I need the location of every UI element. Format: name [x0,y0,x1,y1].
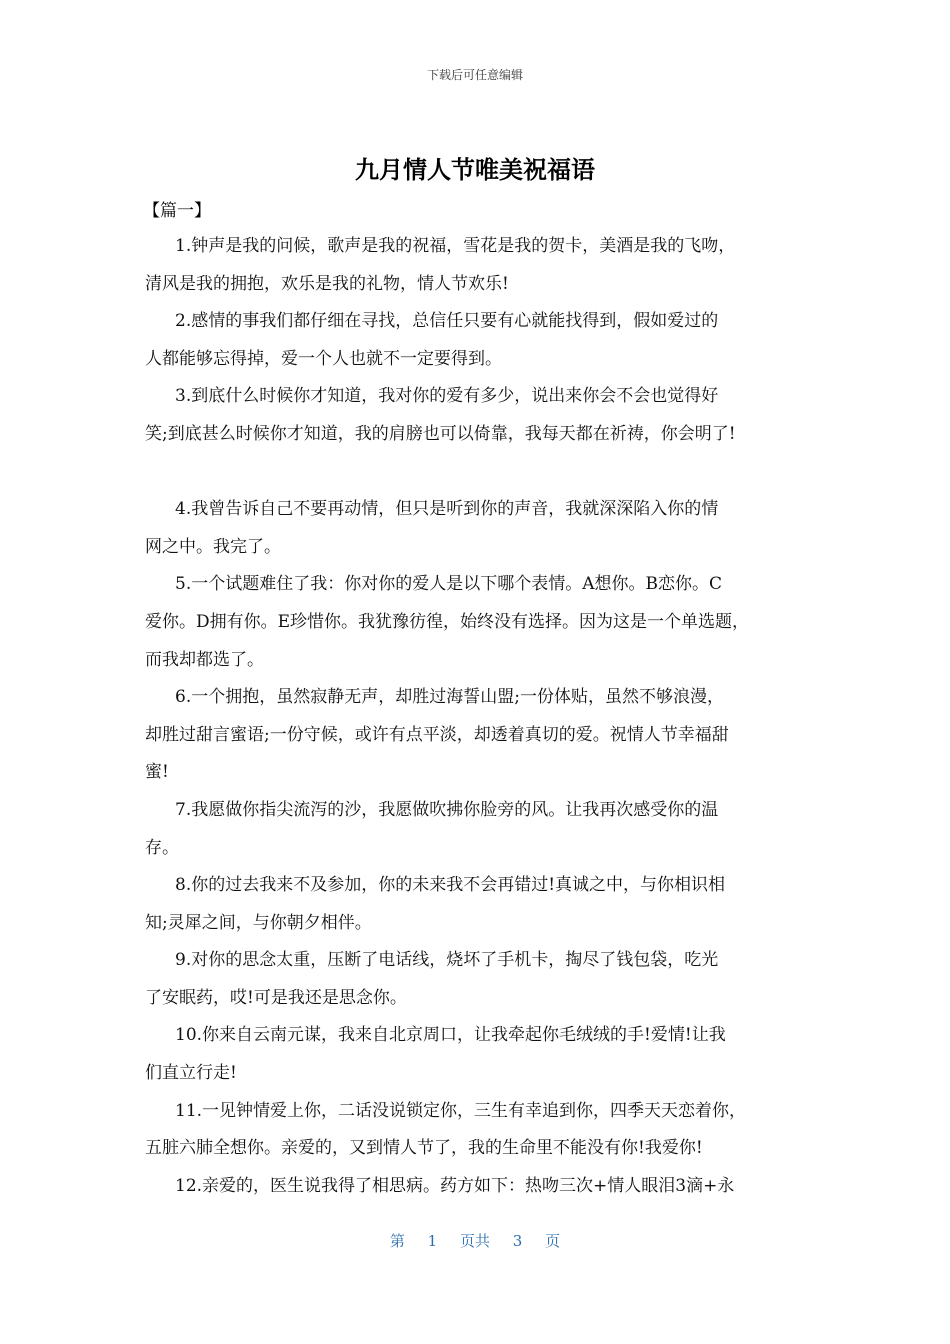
paragraph [145,1017,815,1092]
footer-middle: 页共 [459,1232,490,1250]
paragraph-line: 网之中。我完了。 [145,536,281,557]
paragraph-line: 人都能够忘得掉，爱一个人也就不一定要得到。 [145,348,502,369]
paragraph [145,228,815,303]
paragraph-line: 4.我曾告诉自己不要再动情，但只是听到你的声音，我就深深陷入你的情 [175,499,719,520]
paragraph-line: 笑;到底甚么时候你才知道，我的肩膀也可以倚靠，我每天都在祈祷，你会明了! [145,423,736,444]
paragraph-line: 爱你。D拥有你。E珍惜你。我犹豫彷徨，始终没有选择。因为这是一个单选题， [145,611,750,632]
paragraph-line: 1.钟声是我的问候，歌声是我的祝福，雪花是我的贺卡，美酒是我的飞吻， [175,236,736,256]
paragraph-line: 10.你来自云南元谋，我来自北京周口，让我牵起你毛绒绒的手!爱情!让我 [175,1025,726,1046]
footer-suffix: 页 [545,1232,561,1250]
paragraph-line: 3.到底什么时候你才知道，我对你的爱有多少，说出来你会不会也觉得好 [175,386,719,407]
paragraph-line: 五脏六肺全想你。亲爱的，又到情人节了，我的生命里不能没有你!我爱你! [145,1138,703,1159]
paragraph [145,942,815,1017]
footer-total-pages: 3 [512,1232,523,1250]
paragraph [145,679,815,792]
paragraph-line: 蜜! [145,762,169,783]
paragraph-gap [145,454,815,492]
footer-prefix: 第 [389,1232,405,1250]
paragraph-line: 9.对你的思念太重，压断了电话线，烧坏了手机卡，掏尽了钱包袋，吃光 [175,950,719,971]
paragraph-line: 清风是我的拥抱，欢乐是我的礼物，情人节欢乐! [145,273,509,294]
paragraph-line: 12.亲爱的，医生说我得了相思病。药方如下：热吻三次+情人眼泪3滴+永 [175,1175,735,1196]
paragraph-line: 存。 [145,837,179,858]
document-body [145,228,815,1205]
paragraph-line: 8.你的过去我来不及参加，你的未来我不会再错过!真诚之中，与你相识相 [175,875,726,896]
paragraph [145,1168,815,1206]
footer-page-number: 1 [427,1232,438,1250]
paragraph [145,792,815,867]
document-title: 九月情人节唯美祝福语 [355,156,595,184]
section-label: 【篇一】 [143,201,211,221]
paragraph-line: 了安眠药，哎!可是我还是思念你。 [145,987,407,1008]
paragraph [145,566,815,679]
paragraph [145,1093,815,1168]
paragraph [145,491,815,566]
paragraph-line: 5.一个试题难住了我：你对你的爱人是以下哪个表情。A想你。B恋你。C [175,574,722,595]
paragraph-line: 却胜过甜言蜜语;一份守候，或许有点平淡，却透着真切的爱。祝情人节幸福甜 [145,724,729,745]
paragraph-line: 2.感情的事我们都仔细在寻找，总信任只要有心就能找得到，假如爱过的 [175,311,719,332]
paragraph-line: 们直立行走! [145,1063,237,1084]
paragraph-line: 知;灵犀之间，与你朝夕相伴。 [145,912,372,933]
paragraph-line: 6.一个拥抱，虽然寂静无声，却胜过海誓山盟;一份体贴，虽然不够浪漫， [175,687,724,708]
paragraph [145,867,815,942]
paragraph-line: 而我却都选了。 [145,649,264,670]
paragraph-line: 7.我愿做你指尖流泻的沙，我愿做吹拂你脸旁的风。让我再次感受你的温 [175,799,719,820]
paragraph-line: 11.一见钟情爱上你，二话没说锁定你，三生有幸追到你，四季天天恋着你， [175,1100,747,1121]
header-note: 下载后可任意编辑 [426,68,523,82]
paragraph [145,303,815,378]
paragraph [145,378,815,453]
page-footer [0,1230,950,1251]
